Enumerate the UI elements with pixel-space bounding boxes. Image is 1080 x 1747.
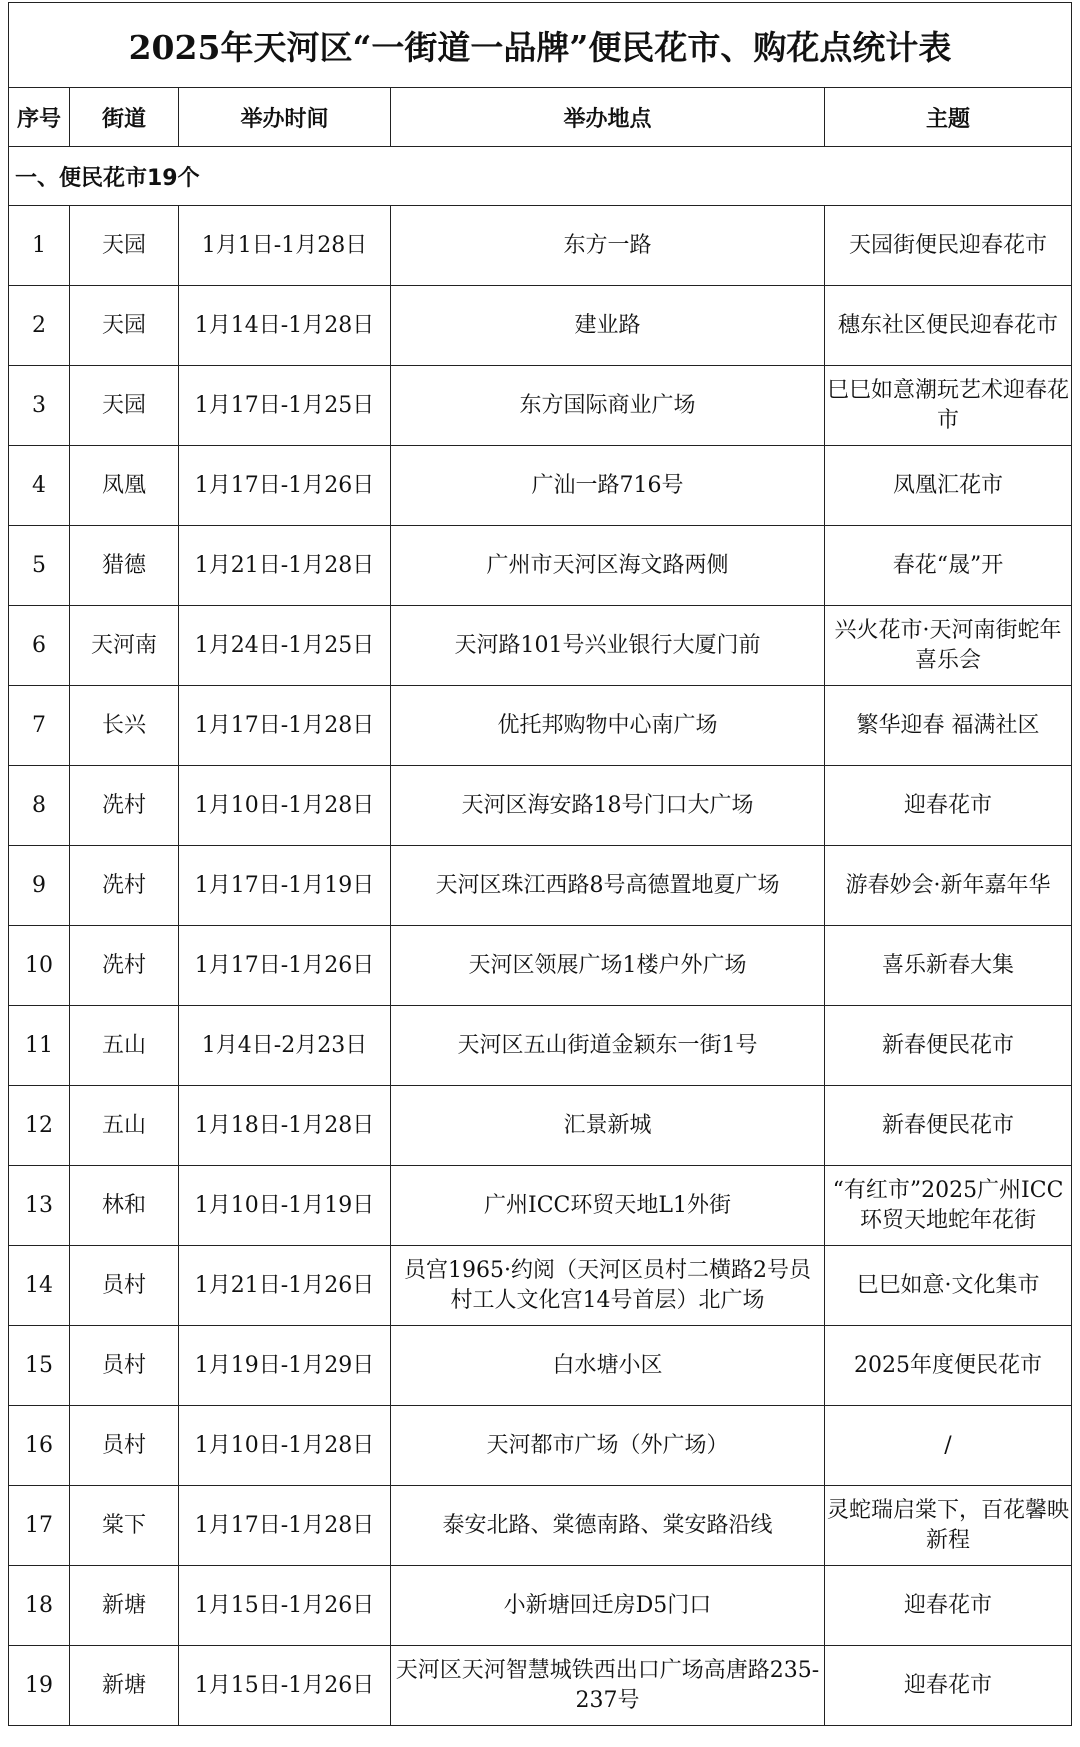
cell-index: 16 <box>9 1406 70 1486</box>
cell-time: 1月21日-1月28日 <box>179 526 391 606</box>
header-place: 举办地点 <box>391 88 825 147</box>
cell-theme: 迎春花市 <box>825 1566 1072 1646</box>
cell-index: 18 <box>9 1566 70 1646</box>
table-row <box>9 1646 1072 1726</box>
cell-street: 新塘 <box>70 1646 179 1726</box>
table-row <box>9 526 1072 606</box>
cell-street: 员村 <box>70 1326 179 1406</box>
table-row <box>9 1166 1072 1246</box>
cell-time: 1月17日-1月28日 <box>179 686 391 766</box>
cell-theme: 凤凰汇花市 <box>825 446 1072 526</box>
cell-place: 白水塘小区 <box>391 1326 825 1406</box>
cell-theme: 巳巳如意·文化集市 <box>825 1246 1072 1326</box>
table-row <box>9 1246 1072 1326</box>
cell-street: 员村 <box>70 1406 179 1486</box>
table-row <box>9 686 1072 766</box>
cell-street: 冼村 <box>70 846 179 926</box>
section-row <box>9 147 1072 206</box>
cell-theme: 2025年度便民花市 <box>825 1326 1072 1406</box>
cell-street: 五山 <box>70 1006 179 1086</box>
cell-time: 1月14日-1月28日 <box>179 286 391 366</box>
section-title: 一、便民花市19个 <box>9 147 1072 206</box>
cell-theme: 迎春花市 <box>825 1646 1072 1726</box>
cell-street: 棠下 <box>70 1486 179 1566</box>
cell-street: 新塘 <box>70 1566 179 1646</box>
cell-index: 17 <box>9 1486 70 1566</box>
table-row <box>9 766 1072 846</box>
cell-street: 天园 <box>70 286 179 366</box>
flower-market-table <box>8 2 1072 1726</box>
cell-index: 7 <box>9 686 70 766</box>
cell-time: 1月17日-1月19日 <box>179 846 391 926</box>
cell-index: 4 <box>9 446 70 526</box>
cell-theme: “有红市”2025广州ICC环贸天地蛇年花街 <box>825 1166 1072 1246</box>
cell-index: 10 <box>9 926 70 1006</box>
cell-place: 员宫1965·约阅（天河区员村二横路2号员村工人文化宫14号首层）北广场 <box>391 1246 825 1326</box>
cell-theme: / <box>825 1406 1072 1486</box>
cell-time: 1月19日-1月29日 <box>179 1326 391 1406</box>
table-row <box>9 1566 1072 1646</box>
cell-street: 天园 <box>70 206 179 286</box>
cell-theme: 新春便民花市 <box>825 1006 1072 1086</box>
cell-index: 9 <box>9 846 70 926</box>
cell-time: 1月17日-1月25日 <box>179 366 391 446</box>
cell-index: 1 <box>9 206 70 286</box>
cell-theme: 游春妙会·新年嘉年华 <box>825 846 1072 926</box>
cell-index: 6 <box>9 606 70 686</box>
cell-street: 猎德 <box>70 526 179 606</box>
cell-time: 1月15日-1月26日 <box>179 1566 391 1646</box>
header-row <box>9 88 1072 147</box>
table-row <box>9 846 1072 926</box>
cell-street: 冼村 <box>70 926 179 1006</box>
cell-index: 12 <box>9 1086 70 1166</box>
cell-street: 天河南 <box>70 606 179 686</box>
cell-index: 3 <box>9 366 70 446</box>
title-row <box>9 3 1072 88</box>
cell-index: 2 <box>9 286 70 366</box>
cell-place: 泰安北路、棠德南路、棠安路沿线 <box>391 1486 825 1566</box>
cell-index: 5 <box>9 526 70 606</box>
table-row <box>9 1006 1072 1086</box>
cell-index: 13 <box>9 1166 70 1246</box>
cell-time: 1月24日-1月25日 <box>179 606 391 686</box>
cell-time: 1月15日-1月26日 <box>179 1646 391 1726</box>
header-index: 序号 <box>9 88 70 147</box>
table-row <box>9 206 1072 286</box>
cell-index: 11 <box>9 1006 70 1086</box>
cell-street: 员村 <box>70 1246 179 1326</box>
cell-place: 广州ICC环贸天地L1外街 <box>391 1166 825 1246</box>
table-row <box>9 366 1072 446</box>
cell-street: 五山 <box>70 1086 179 1166</box>
cell-time: 1月1日-1月28日 <box>179 206 391 286</box>
cell-index: 15 <box>9 1326 70 1406</box>
cell-theme: 巳巳如意潮玩艺术迎春花市 <box>825 366 1072 446</box>
cell-theme: 迎春花市 <box>825 766 1072 846</box>
cell-theme: 喜乐新春大集 <box>825 926 1072 1006</box>
cell-place: 优托邦购物中心南广场 <box>391 686 825 766</box>
cell-place: 东方国际商业广场 <box>391 366 825 446</box>
cell-time: 1月17日-1月26日 <box>179 926 391 1006</box>
cell-place: 广汕一路716号 <box>391 446 825 526</box>
header-theme: 主题 <box>825 88 1072 147</box>
table-row <box>9 1326 1072 1406</box>
cell-index: 8 <box>9 766 70 846</box>
cell-time: 1月18日-1月28日 <box>179 1086 391 1166</box>
cell-place: 小新塘回迁房D5门口 <box>391 1566 825 1646</box>
table-row <box>9 286 1072 366</box>
header-street: 街道 <box>70 88 179 147</box>
cell-street: 长兴 <box>70 686 179 766</box>
table-title: 2025年天河区“一街道一品牌”便民花市、购花点统计表 <box>9 3 1072 88</box>
cell-time: 1月10日-1月19日 <box>179 1166 391 1246</box>
cell-street: 冼村 <box>70 766 179 846</box>
cell-place: 东方一路 <box>391 206 825 286</box>
cell-place: 天河区海安路18号门口大广场 <box>391 766 825 846</box>
cell-time: 1月17日-1月28日 <box>179 1486 391 1566</box>
cell-index: 14 <box>9 1246 70 1326</box>
cell-time: 1月10日-1月28日 <box>179 1406 391 1486</box>
cell-place: 天河都市广场（外广场） <box>391 1406 825 1486</box>
cell-place: 广州市天河区海文路两侧 <box>391 526 825 606</box>
cell-theme: 新春便民花市 <box>825 1086 1072 1166</box>
cell-theme: 春花“晟”开 <box>825 526 1072 606</box>
cell-time: 1月21日-1月26日 <box>179 1246 391 1326</box>
cell-street: 天园 <box>70 366 179 446</box>
cell-street: 凤凰 <box>70 446 179 526</box>
cell-theme: 穗东社区便民迎春花市 <box>825 286 1072 366</box>
cell-street: 林和 <box>70 1166 179 1246</box>
table-row <box>9 1086 1072 1166</box>
cell-time: 1月17日-1月26日 <box>179 446 391 526</box>
table-row <box>9 926 1072 1006</box>
cell-theme: 灵蛇瑞启棠下，百花馨映新程 <box>825 1486 1072 1566</box>
table-row <box>9 606 1072 686</box>
table-row <box>9 1486 1072 1566</box>
cell-place: 天河区领展广场1楼户外广场 <box>391 926 825 1006</box>
cell-time: 1月10日-1月28日 <box>179 766 391 846</box>
table-row <box>9 1406 1072 1486</box>
cell-place: 天河区珠江西路8号高德置地夏广场 <box>391 846 825 926</box>
cell-theme: 兴火花市·天河南街蛇年喜乐会 <box>825 606 1072 686</box>
cell-theme: 天园街便民迎春花市 <box>825 206 1072 286</box>
cell-place: 汇景新城 <box>391 1086 825 1166</box>
cell-theme: 繁华迎春 福满社区 <box>825 686 1072 766</box>
cell-time: 1月4日-2月23日 <box>179 1006 391 1086</box>
cell-place: 天河区天河智慧城铁西出口广场高唐路235-237号 <box>391 1646 825 1726</box>
cell-place: 建业路 <box>391 286 825 366</box>
header-time: 举办时间 <box>179 88 391 147</box>
table-row <box>9 446 1072 526</box>
cell-place: 天河路101号兴业银行大厦门前 <box>391 606 825 686</box>
cell-index: 19 <box>9 1646 70 1726</box>
cell-place: 天河区五山街道金颖东一街1号 <box>391 1006 825 1086</box>
